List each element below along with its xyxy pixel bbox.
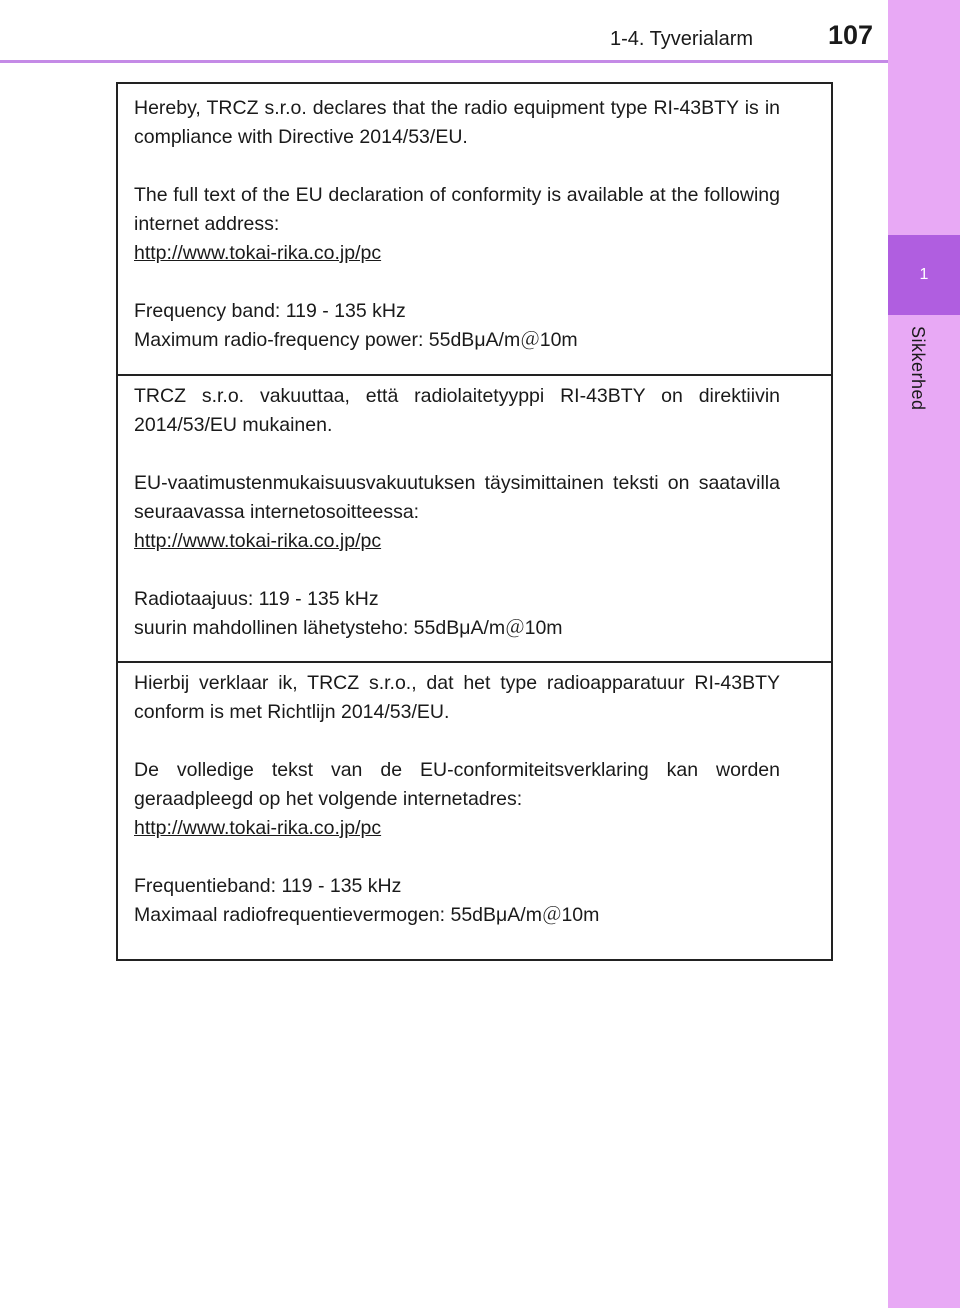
power-text: Maximum radio-frequency power: 55dBμA/m＠10m xyxy=(134,329,578,351)
chapter-tab[interactable] xyxy=(888,235,960,315)
declaration-link[interactable] xyxy=(134,239,780,268)
declaration-block-en xyxy=(118,84,831,376)
chapter-label: Sikkerhed xyxy=(908,326,928,411)
declaration-text: Hierbij verklaar ik, TRCZ s.r.o., dat het type radioapparatuur RI-43BTY conform is met Richtlijn 2014/53/EU. xyxy=(134,672,780,723)
availability-text: De volledige tekst van de EU-conformiteitsverklaring kan worden geraadpleegd op het volgende internetadres: xyxy=(134,759,780,810)
declaration-block-nl xyxy=(118,661,831,955)
section-title: 1-4. Tyverialarm xyxy=(610,28,754,50)
power-text: suurin mahdollinen lähetysteho: 55dBμA/m＠10m xyxy=(134,617,563,639)
power-text: Maximaal radiofrequentievermogen: 55dBμA/m＠10m xyxy=(134,904,600,926)
declaration-block-fi xyxy=(118,374,831,662)
availability-text: The full text of the EU declaration of conformity is available at the following internet address: xyxy=(134,184,780,235)
declaration-link[interactable] xyxy=(134,814,780,843)
frequency-text: Radiotaajuus: 119 - 135 kHz xyxy=(134,588,379,610)
header-divider xyxy=(0,60,888,63)
page-number: 107 xyxy=(828,20,874,50)
url-text: http://www.tokai-rika.co.jp/pc xyxy=(134,530,382,552)
frequency-text: Frequentieband: 119 - 135 kHz xyxy=(134,875,402,897)
url-text: http://www.tokai-rika.co.jp/pc xyxy=(134,817,382,839)
availability-text: EU-vaatimustenmukaisuusvakuutuksen täysimittainen teksti on saatavilla seuraavassa internetosoitteessa: xyxy=(134,472,780,523)
sidebar xyxy=(888,0,960,1308)
declaration-link[interactable] xyxy=(134,527,780,556)
chapter-number: 1 xyxy=(919,266,929,283)
declaration-text: Hereby, TRCZ s.r.o. declares that the radio equipment type RI-43BTY is in compliance with Directive 2014/53/EU. xyxy=(134,97,780,148)
declaration-text: TRCZ s.r.o. vakuuttaa, että radiolaitetyyppi RI-43BTY on direktiivin 2014/53/EU mukainen. xyxy=(134,385,780,436)
frequency-text: Frequency band: 119 - 135 kHz xyxy=(134,300,406,322)
declaration-box xyxy=(116,82,833,961)
url-text: http://www.tokai-rika.co.jp/pc xyxy=(134,242,382,264)
